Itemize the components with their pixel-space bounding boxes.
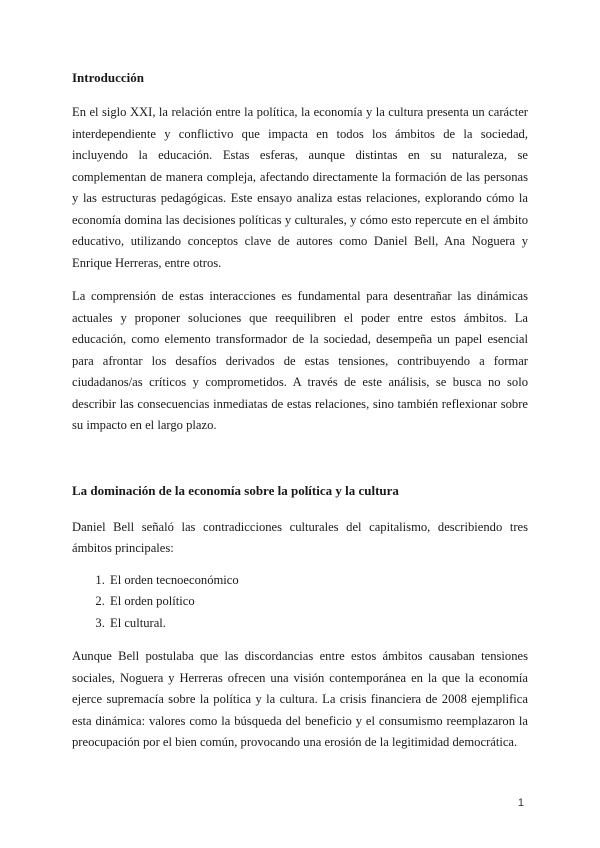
list-item: 2. El orden político (108, 591, 528, 613)
section-paragraph-2: Aunque Bell postulaba que las discordancias entre estos ámbitos causaban tensiones sociales, Noguera y Herreras ofrecen una visión contemporánea en la que la economía ejerce supremacía sobre la política y la cultura. La crisis financiera de 2008 ejemplifica esta dinámica: valores como la búsqueda del beneficio y el consumismo reemplazaron la preocupación por el bien común, provocando una erosión de la legitimidad democrática. (72, 649, 528, 749)
intro-paragraph-2: La comprensión de estas interacciones es fundamental para desentrañar las dinámicas actuales y proponer soluciones que reequilibren el poder entre estos ámbitos. La educación, como elemento transformador de la sociedad, desempeña un papel esencial para afrontar los desafíos derivados de estas tensiones, contribuyendo a formar ciudadanos/as críticos y comprometidos. A través de este análisis, se busca no solo describir las consecuencias inmediatas de estas relaciones, sino también reflexionar sobre su impacto en el largo plazo. (72, 289, 528, 432)
intro-paragraph-1: En el siglo XXI, la relación entre la política, la economía y la cultura presenta un carácter interdependiente y conflictivo que impacta en todos los ámbitos de la sociedad, incluyendo la educación. Estas esferas, aunque distintas en su naturaleza, se complementan de manera compleja, afectando directamente la formación de las personas y las estructuras pedagógicas. Este ensayo analiza estas relaciones, explorando cómo la economía domina las decisiones políticas y culturales, y cómo esto repercute en el ámbito educativo, utilizando conceptos clave de autores como Daniel Bell, Ana Noguera y Enrique Herreras, entre otros. (72, 105, 528, 270)
list-item: 3. El cultural. (108, 613, 528, 635)
section-heading: La dominación de la economía sobre la política y la cultura (72, 482, 399, 498)
page-number: 1 (517, 797, 524, 809)
section-paragraph-1: Daniel Bell señaló las contradicciones culturales del capitalismo, describiendo tres ámbitos principales: (72, 519, 528, 555)
intro-heading: Introducción (72, 70, 144, 85)
document-page (72, 68, 528, 754)
ambitos-list (72, 570, 528, 635)
list-item: 1. El orden tecnoeconómico (108, 570, 528, 592)
